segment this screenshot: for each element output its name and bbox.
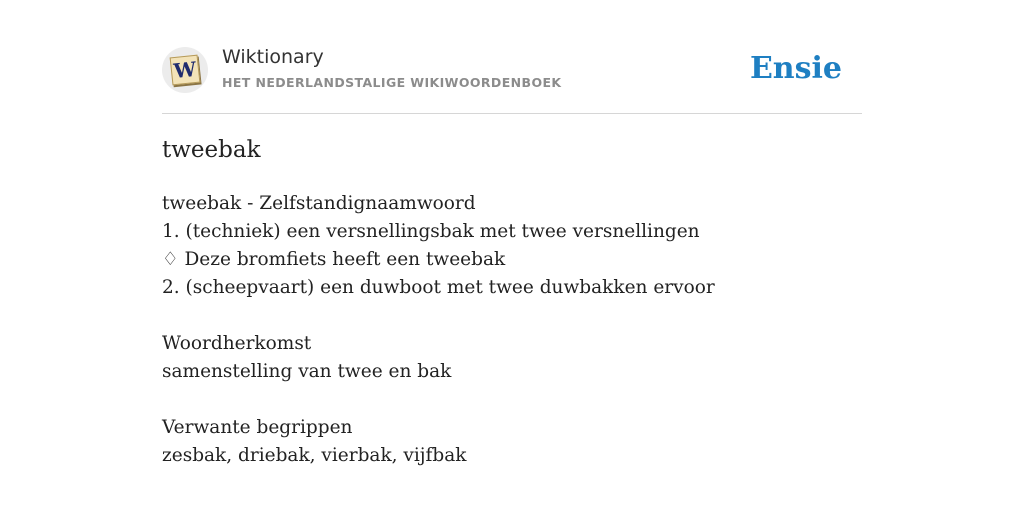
related-heading: Verwante begrippen bbox=[162, 417, 353, 438]
section-spacer bbox=[162, 302, 862, 330]
wiktionary-logo-icon[interactable] bbox=[162, 47, 208, 93]
definition-2: 2. (scheepvaart) een duwboot met twee duwbakken ervoor bbox=[162, 277, 715, 298]
example-line: ♢ Deze bromfiets heeft een tweebak bbox=[162, 249, 506, 270]
definition-1: 1. (techniek) een versnellingsbak met twee versnellingen bbox=[162, 221, 700, 242]
logo-tile bbox=[170, 55, 201, 86]
header-divider bbox=[162, 113, 862, 114]
entry-body bbox=[162, 190, 862, 470]
ensie-brand-link[interactable]: Ensie bbox=[749, 51, 842, 86]
etymology-text: samenstelling van twee en bak bbox=[162, 361, 452, 382]
part-of-speech-line: tweebak - Zelfstandignaamwoord bbox=[162, 193, 476, 214]
page-title: tweebak bbox=[162, 137, 261, 163]
related-text: zesbak, driebak, vierbak, vijfbak bbox=[162, 445, 467, 466]
site-header bbox=[162, 44, 862, 96]
etymology-heading: Woordherkomst bbox=[162, 333, 312, 354]
site-name[interactable]: Wiktionary bbox=[222, 46, 324, 68]
logo-letter: W bbox=[172, 56, 198, 84]
section-spacer bbox=[162, 386, 862, 414]
site-tagline: HET NEDERLANDSTALIGE WIKIWOORDENBOEK bbox=[222, 75, 562, 90]
